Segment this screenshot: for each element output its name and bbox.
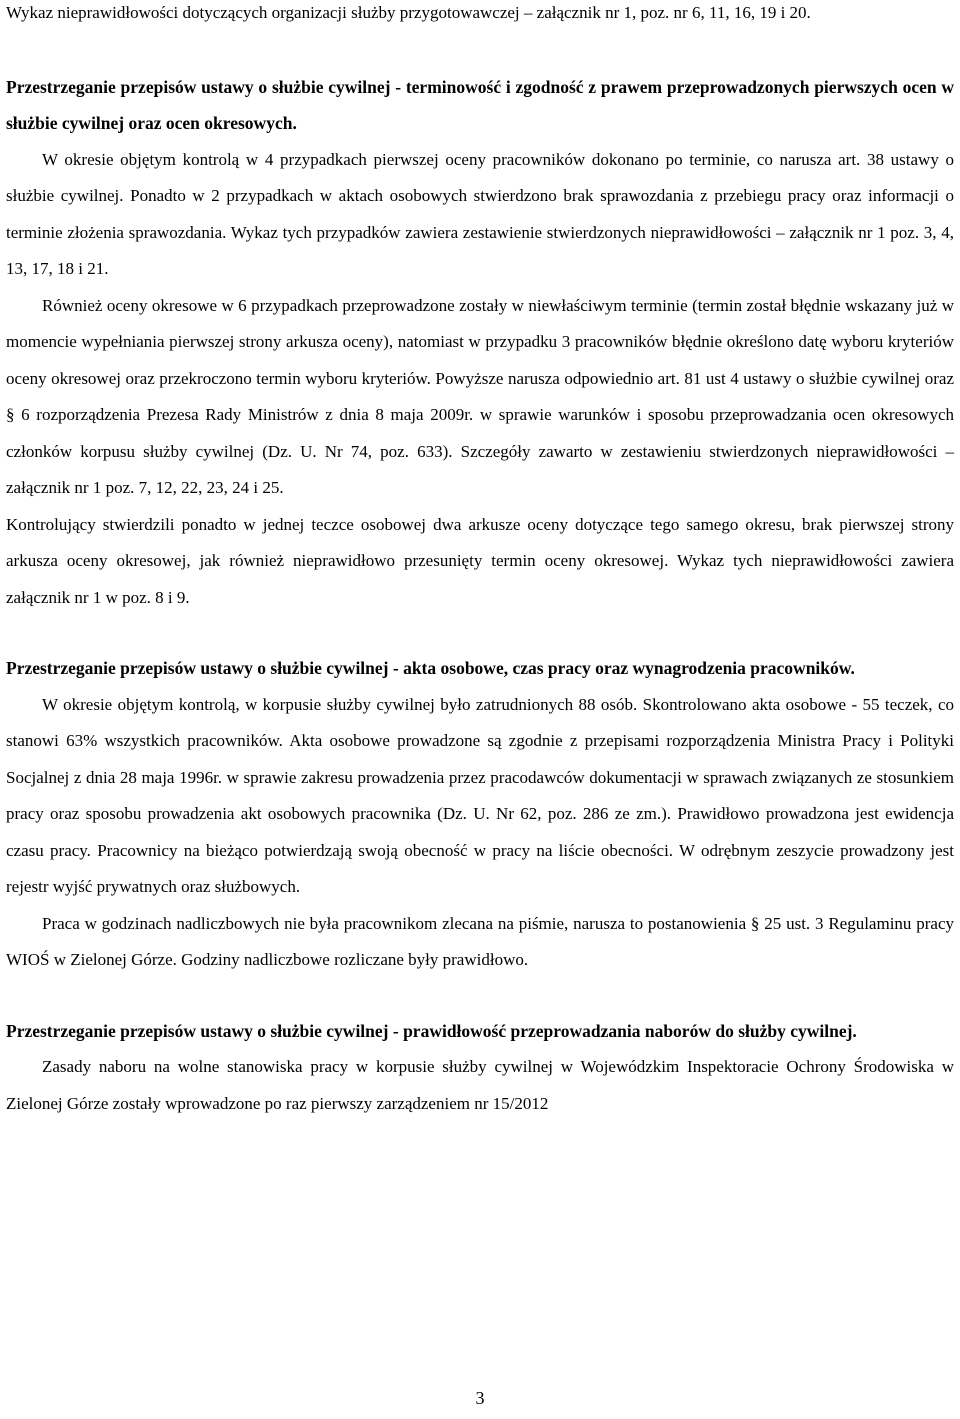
paragraph-overtime: Praca w godzinach nadliczbowych nie była pracownikom zlecana na piśmie, narusza to postanowienia § 25 ust. 3 Regulaminu pracy WIOŚ w Zielonej Górze. Godziny nadliczbowe rozliczane były prawidłowo.: [6, 913, 954, 969]
page-number: 3: [475, 1388, 485, 1408]
paragraph-personnel-files: W okresie objętym kontrolą, w korpusie służby cywilnej było zatrudnionych 88 osób. Skontrolowano akta osobowe - 55 teczek, co stanowi 63% wszystkich pracowników. Akta osobowe prowadzone są zgodnie z przepisami rozporządzenia Ministra Pracy i Polityki Socjalnej z dnia 28 maja 1996r. w sprawie zakresu prowadzenia przez pracodawców dokumentacji w sprawach związanych ze stosunkiem pracy oraz sposobu prowadzenia akt osobowych pracownika (Dz. U. Nr 62, poz. 286 ze zm.). Prawidłowo prowadzona jest ewidencja czasu pracy. Pracownicy na bieżąco potwierdzają swoją obecność w pracy na liście obecności. W odrębnym zeszycie prowadzony jest rejestr wyjść prywatnych oraz służbowych.: [6, 694, 954, 896]
section-heading-personnel-files: Przestrzeganie przepisów ustawy o służbie cywilnej - akta osobowe, czas pracy oraz wynagrodzenia pracowników.: [6, 658, 855, 678]
paragraph-additional-findings: Kontrolujący stwierdzili ponadto w jednej teczce osobowej dwa arkusze oceny dotyczące tego samego okresu, brak pierwszej strony arkusza oceny okresowej, jak również nieprawidłowo przesunięty termin oceny okresowej. Wykaz tych nieprawidłowości zawiera załącznik nr 1 w poz. 8 i 9.: [6, 514, 954, 607]
intro-paragraph: Wykaz nieprawidłowości dotyczących organizacji służby przygotowawczej – załącznik nr 1, poz. nr 6, 11, 16, 19 i 20.: [6, 3, 811, 22]
paragraph-recruitment: Zasady naboru na wolne stanowiska pracy w korpusie służby cywilnej w Wojewódzkim Inspektoracie Ochrony Środowiska w Zielonej Górze zostały wprowadzone po raz pierwszy zarządzeniem nr 15/2012: [6, 1057, 954, 1113]
paragraph-first-evaluations: W okresie objętym kontrolą w 4 przypadkach pierwszej oceny pracowników dokonano po terminie, co narusza art. 38 ustawy o służbie cywilnej. Ponadto w 2 przypadkach w aktach osobowych stwierdzono brak sprawozdania z przebiegu pracy oraz informacji o terminie złożenia sprawozdania. Wykaz tych przypadków zawiera zestawienie stwierdzonych nieprawidłowości – załącznik nr 1 poz. 3, 4, 13, 17, 18 i 21.: [6, 149, 954, 278]
section-heading-recruitment: Przestrzeganie przepisów ustawy o służbie cywilnej - prawidłowość przeprowadzania naborów do służby cywilnej.: [6, 1020, 857, 1041]
section-heading-evaluations: Przestrzeganie przepisów ustawy o służbie cywilnej - terminowość i zgodność z prawem przeprowadzonych pierwszych ocen w służbie cywilnej oraz ocen okresowych.: [6, 76, 954, 133]
paragraph-periodic-evaluations: Również oceny okresowe w 6 przypadkach przeprowadzone zostały w niewłaściwym terminie (termin został błędnie wskazany już w momencie wypełniania pierwszej strony arkusza oceny), natomiast w przypadku 3 pracowników błędnie określono datę wyboru kryteriów oceny okresowej oraz przekroczono termin wyboru kryteriów. Powyższe narusza odpowiednio art. 81 ust 4 ustawy o służbie cywilnej oraz § 6 rozporządzenia Prezesa Rady Ministrów z dnia 8 maja 2009r. w sprawie warunków i sposobu przeprowadzania ocen okresowych członków korpusu służby cywilnej (Dz. U. Nr 74, poz. 633). Szczegóły zawarto w zestawieniu stwierdzonych nieprawidłowości – załącznik nr 1 poz. 7, 12, 22, 23, 24 i 25.: [6, 295, 954, 497]
